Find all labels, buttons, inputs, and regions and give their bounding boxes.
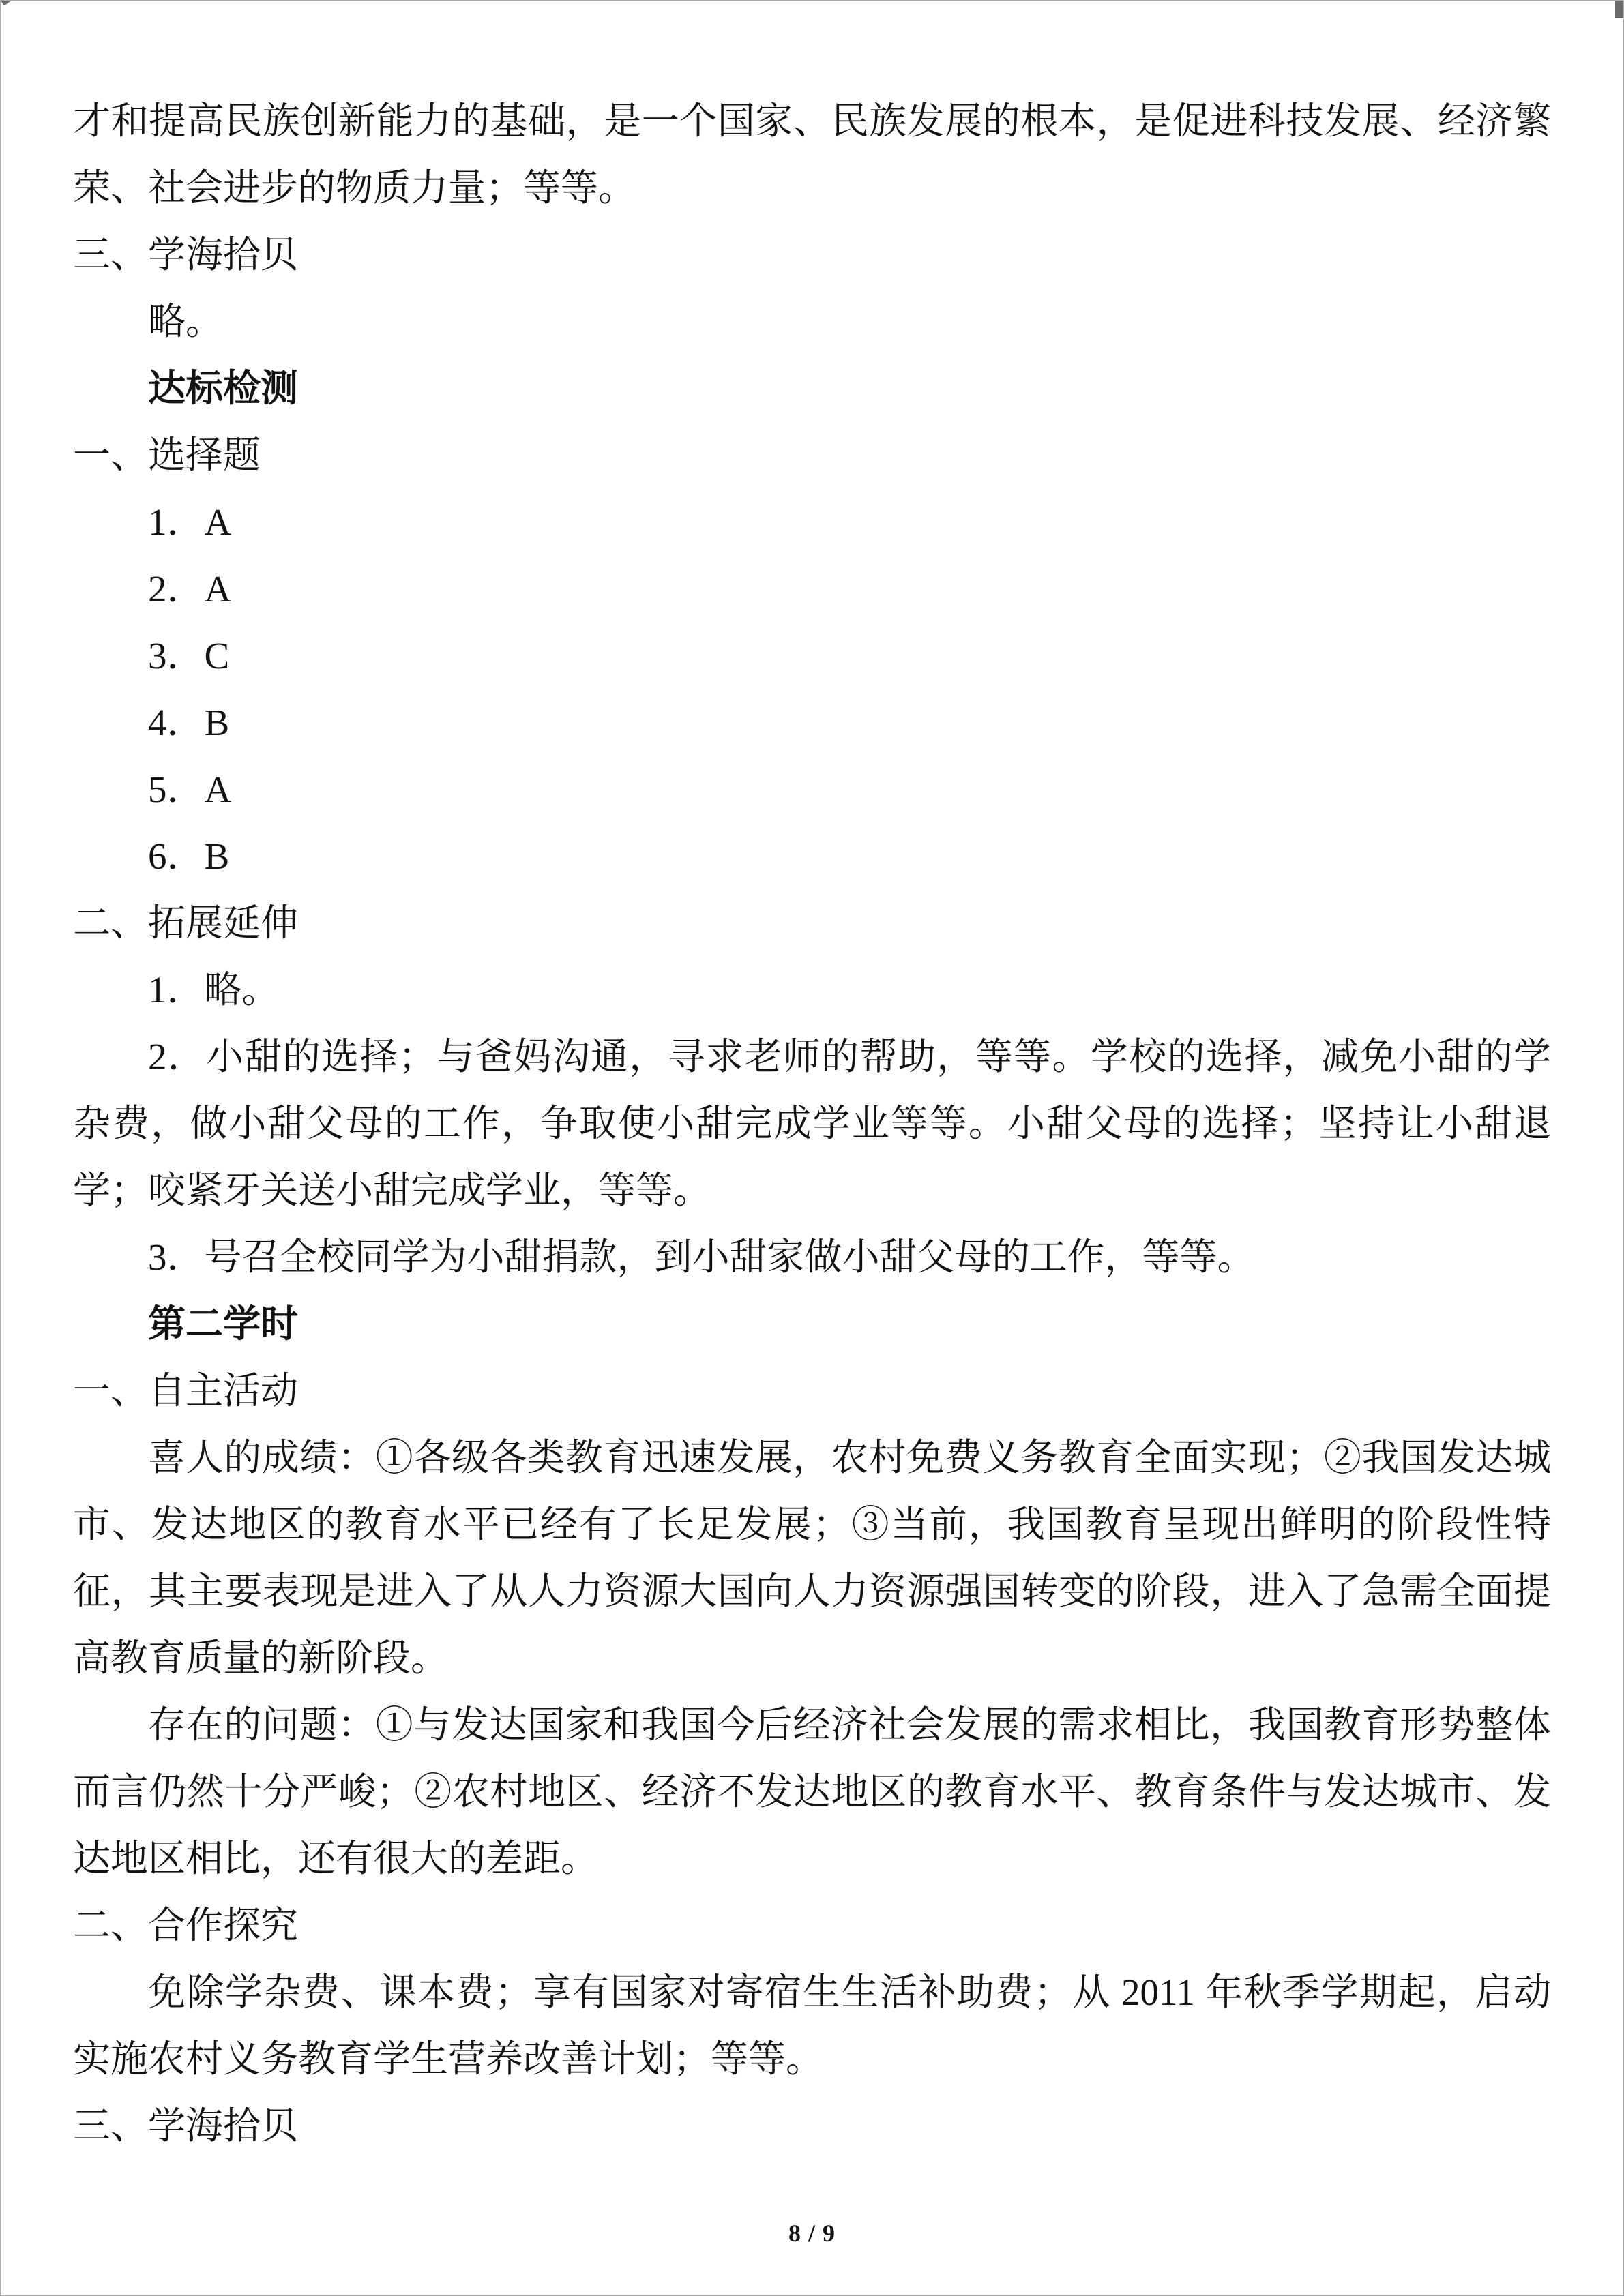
- paragraph: 一、选择题: [73, 434, 261, 476]
- paragraph: 2．A: [148, 568, 232, 610]
- paragraph: 2．小甜的选择；与爸妈沟通，寻求老师的帮助，等等。学校的选择，减免小甜的学杂费，做小甜父母的工作，争取使小甜完成学业等等。小甜父母的选择；坚持让小甜退学；咬紧牙关送小甜完成学业，等等。: [73, 1036, 1551, 1211]
- document-body: [1, 1, 1623, 2160]
- paragraph: 三、学海拾贝: [73, 234, 299, 275]
- paragraph: 6．B: [148, 835, 230, 877]
- page-footer: [1, 2219, 1623, 2248]
- paragraph: 免除学杂费、课本费；享有国家对寄宿生生活补助费；从 2011 年秋季学期起，启动实施农村义务教育学生营养改善计划；等等。: [73, 1971, 1551, 2080]
- paragraph: 略。: [148, 301, 224, 342]
- paragraph: 存在的问题：①与发达国家和我国今后经济社会发展的需求相比，我国教育形势整体而言仍然十分严峻；②农村地区、经济不发达地区的教育水平、教育条件与发达城市、发达地区相比，还有很大的差距。: [73, 1704, 1551, 1879]
- paragraph: 才和提高民族创新能力的基础，是一个国家、民族发展的根本，是促进科技发展、经济繁荣、社会进步的物质力量；等等。: [73, 100, 1551, 209]
- paragraph: 一、自主活动: [73, 1370, 299, 1412]
- paragraph: 1．略。: [148, 969, 280, 1011]
- section-heading: 达标检测: [148, 368, 299, 409]
- paragraph: 3．号召全校同学为小甜捐款，到小甜家做小甜父母的工作，等等。: [148, 1236, 1255, 1278]
- paragraph: 二、拓展延伸: [73, 902, 299, 944]
- scan-artifact-top-right: [1615, 1, 1623, 18]
- section-heading: 第二学时: [148, 1303, 299, 1345]
- paragraph: 4．B: [148, 702, 230, 743]
- paragraph: 3．C: [148, 635, 230, 676]
- paragraph: 三、学海拾贝: [73, 2105, 299, 2147]
- paragraph: 1．A: [148, 501, 232, 543]
- paragraph: 5．A: [148, 769, 232, 810]
- paragraph: 二、合作探究: [73, 1905, 299, 1946]
- page-number: 8 / 9: [788, 2220, 836, 2247]
- paragraph: 喜人的成绩：①各级各类教育迅速发展，农村免费义务教育全面实现；②我国发达城市、发达地区的教育水平已经有了长足发展；③当前，我国教育呈现出鲜明的阶段性特征，其主要表现是进入了从人力资源大国向人力资源强国转变的阶段，进入了急需全面提高教育质量的新阶段。: [73, 1437, 1551, 1679]
